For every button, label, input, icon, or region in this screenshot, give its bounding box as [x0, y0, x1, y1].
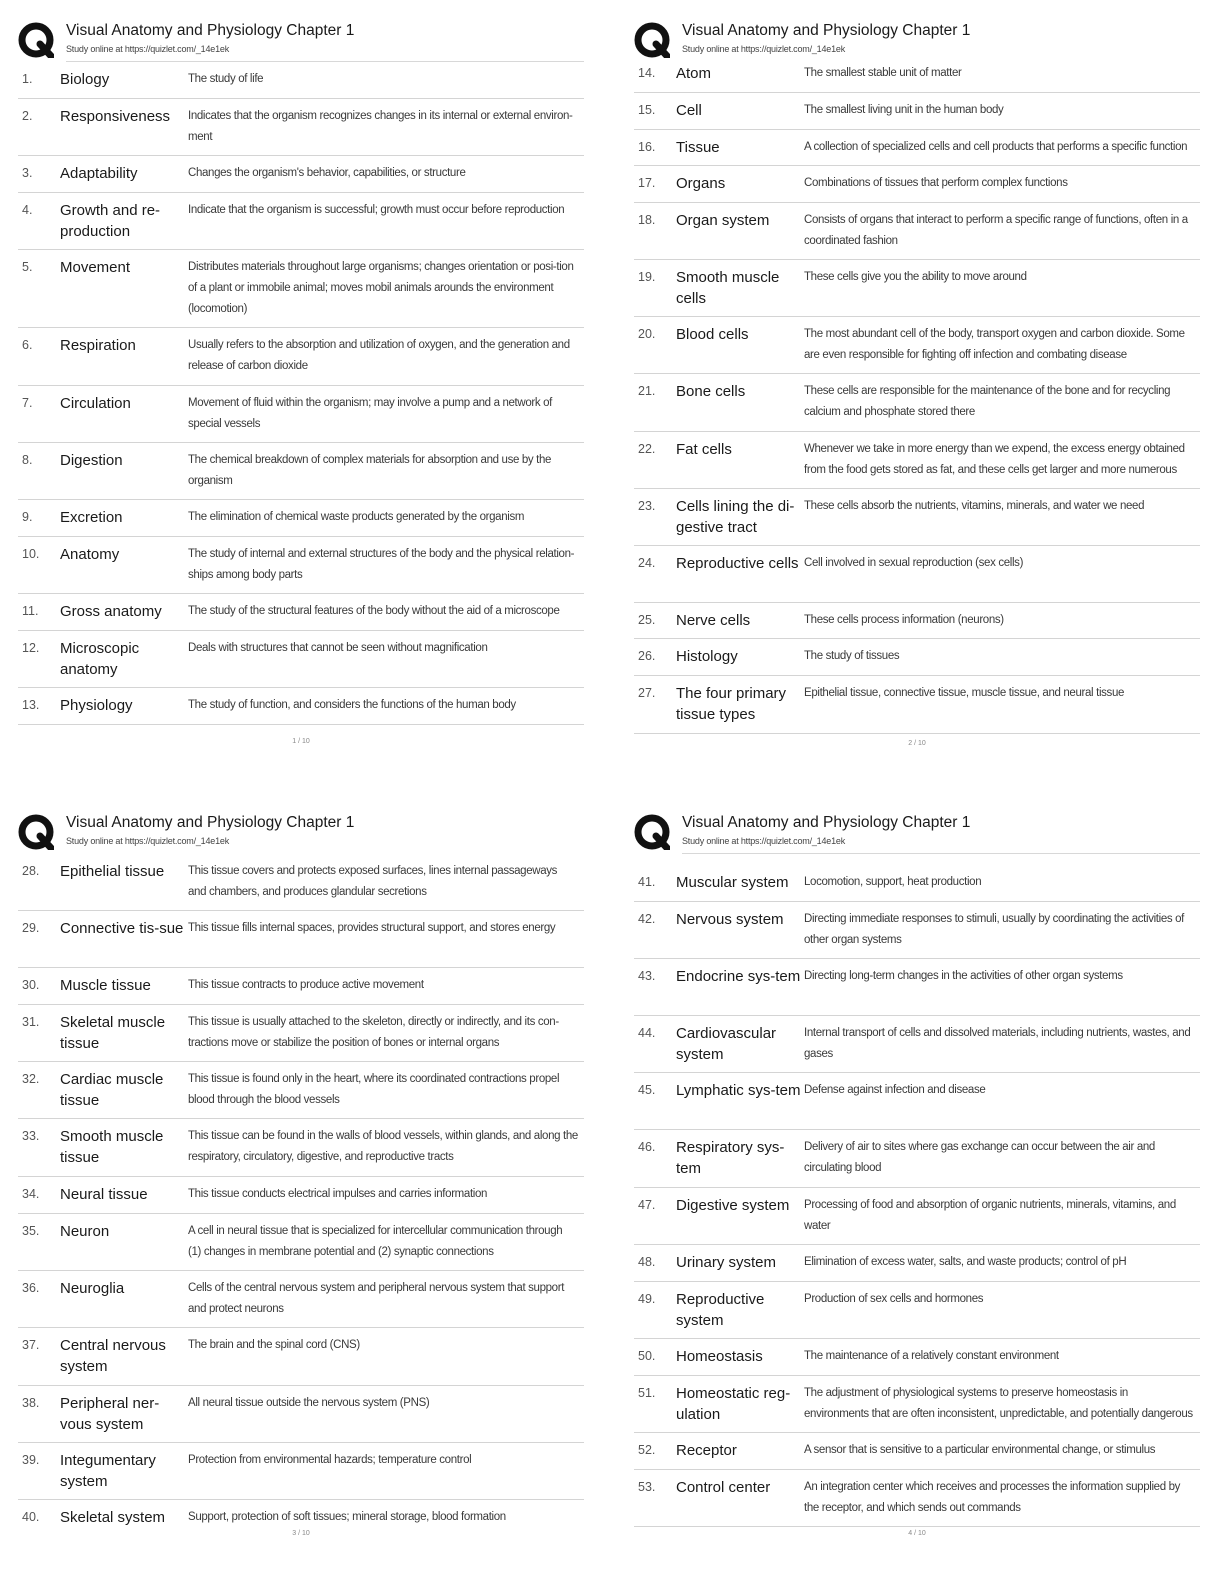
- term-text: Control center: [676, 1479, 771, 1496]
- item-number: 21.: [638, 384, 656, 398]
- definition-text: The study of function, and considers the functions of the human body: [188, 699, 516, 711]
- list-item: [634, 902, 1200, 959]
- term-text: Muscular system: [676, 874, 789, 891]
- definition-text: This tissue can be found in the walls of blood vessels, within glands, and along the respiratory, circulatory, digestive, and reproductive tracts: [188, 1130, 578, 1163]
- page-number: 3 / 10: [292, 1530, 310, 1537]
- list-item: [634, 166, 1200, 203]
- term-text: Cell: [676, 102, 702, 119]
- term-text: Growth and re-production: [60, 202, 161, 240]
- list-item: [18, 1119, 584, 1177]
- item-number: 37.: [22, 1338, 40, 1352]
- list-item: [634, 374, 1200, 432]
- item-number: 16.: [638, 140, 656, 154]
- item-number: 15.: [638, 103, 656, 117]
- term-text: Homeostatic reg-ulation: [676, 1385, 791, 1423]
- item-number: 44.: [638, 1026, 656, 1040]
- item-number: 1.: [22, 72, 33, 86]
- definition-text: This tissue fills internal spaces, provides structural support, and stores energy: [188, 922, 556, 934]
- list-item: [634, 959, 1200, 1016]
- term-text: Cardiovascular system: [676, 1025, 777, 1063]
- study-link[interactable]: Study online at https://quizlet.com/_14e1ek: [66, 44, 230, 54]
- page-4: [634, 812, 1200, 1537]
- definition-text: Distributes materials throughout large organisms; changes orientation or posi-tion of a plant or immobile animal; moves mobil animals arounds the environment (locomotion): [188, 261, 574, 315]
- study-link[interactable]: Study online at https://quizlet.com/_14e1ek: [682, 836, 846, 846]
- definition-text: Production of sex cells and hormones: [804, 1293, 984, 1305]
- item-number: 26.: [638, 649, 656, 663]
- term-text: Urinary system: [676, 1254, 777, 1271]
- list-item: [634, 1073, 1200, 1130]
- item-number: 32.: [22, 1072, 40, 1086]
- definition-text: This tissue contracts to produce active movement: [188, 979, 424, 991]
- definition-text: The study of tissues: [804, 650, 900, 662]
- list-item: [18, 1271, 584, 1328]
- list-item: [634, 1245, 1200, 1282]
- term-text: Microscopic anatomy: [60, 640, 140, 678]
- item-number: 46.: [638, 1140, 656, 1154]
- term-list: [634, 865, 1200, 1527]
- page-number: 4 / 10: [908, 1530, 926, 1537]
- list-item: [634, 93, 1200, 130]
- term-text: Digestive system: [676, 1197, 790, 1214]
- list-item: [634, 432, 1200, 489]
- definition-text: The study of the structural features of the body without the aid of a microscope: [188, 605, 560, 617]
- definition-text: Delivery of air to sites where gas exchange can occur between the air and circulating blood: [804, 1141, 1155, 1174]
- item-number: 28.: [22, 864, 40, 878]
- definition-text: The elimination of chemical waste products generated by the organism: [188, 511, 525, 523]
- term-text: Epithelial tissue: [60, 863, 165, 880]
- page-title: Visual Anatomy and Physiology Chapter 1: [682, 22, 971, 39]
- term-text: Peripheral ner-vous system: [60, 1395, 160, 1433]
- definition-text: Internal transport of cells and dissolved materials, including nutrients, wastes, and gases: [804, 1027, 1191, 1060]
- list-item: [18, 156, 584, 193]
- term-text: Neural tissue: [60, 1186, 148, 1203]
- item-number: 5.: [22, 260, 33, 274]
- list-item: [18, 250, 584, 328]
- term-text: Atom: [676, 65, 712, 82]
- item-number: 52.: [638, 1443, 656, 1457]
- term-text: Histology: [676, 648, 738, 665]
- term-text: Skeletal system: [60, 1509, 166, 1526]
- page-2: [634, 20, 1200, 747]
- list-item: [18, 99, 584, 156]
- item-number: 6.: [22, 338, 33, 352]
- list-item: [18, 594, 584, 631]
- definition-text: Consists of organs that interact to perform a specific range of functions, often in a coordinated fashion: [804, 214, 1188, 247]
- term-list: [18, 62, 584, 725]
- item-number: 22.: [638, 442, 656, 456]
- definition-text: The chemical breakdown of complex materials for absorption and use by the organism: [188, 454, 552, 487]
- list-item: [18, 1062, 584, 1119]
- item-number: 27.: [638, 686, 656, 700]
- definition-text: These cells process information (neurons): [804, 614, 1004, 626]
- definition-text: This tissue covers and protects exposed surfaces, lines internal passageways and chambers, and produces glandular secretions: [188, 865, 558, 898]
- list-item: [634, 1130, 1200, 1188]
- list-item: [634, 1376, 1200, 1433]
- definition-text: The study of internal and external structures of the body and the physical relation-ships among body parts: [188, 548, 575, 581]
- item-number: 8.: [22, 453, 33, 467]
- list-item: [634, 546, 1200, 603]
- definition-text: This tissue conducts electrical impulses and carries information: [188, 1188, 488, 1200]
- definition-text: Cell involved in sexual reproduction (sex cells): [804, 557, 1024, 569]
- quizlet-logo-icon: [18, 22, 54, 58]
- term-text: Skeletal muscle tissue: [60, 1014, 166, 1052]
- page-title: Visual Anatomy and Physiology Chapter 1: [66, 22, 355, 39]
- term-text: Blood cells: [676, 326, 749, 343]
- definition-text: Cells of the central nervous system and peripheral nervous system that support and protect neurons: [188, 1282, 565, 1315]
- term-text: Tissue: [676, 139, 720, 156]
- list-item: [634, 260, 1200, 317]
- definition-text: Elimination of excess water, salts, and waste products; control of pH: [804, 1256, 1127, 1268]
- term-text: Smooth muscle tissue: [60, 1128, 164, 1166]
- list-item: [18, 688, 584, 725]
- item-number: 23.: [638, 499, 656, 513]
- definition-text: A cell in neural tissue that is specialized for intercellular communication through (1) changes in membrane potential and (2) synaptic connections: [188, 1225, 563, 1258]
- item-number: 33.: [22, 1129, 40, 1143]
- definition-text: Directing long-term changes in the activities of other organ systems: [804, 970, 1123, 982]
- item-number: 19.: [638, 270, 656, 284]
- list-item: [18, 854, 584, 911]
- page-3: [18, 812, 584, 1537]
- item-number: 34.: [22, 1187, 40, 1201]
- term-list: [634, 56, 1200, 734]
- term-text: Circulation: [60, 395, 131, 412]
- page-1: [18, 20, 584, 745]
- item-number: 4.: [22, 203, 33, 217]
- definition-text: The brain and the spinal cord (CNS): [188, 1339, 360, 1351]
- item-number: 50.: [638, 1349, 656, 1363]
- item-number: 14.: [638, 66, 656, 80]
- definition-text: Usually refers to the absorption and utilization of oxygen, and the generation and release of carbon dioxide: [188, 339, 570, 372]
- item-number: 18.: [638, 213, 656, 227]
- term-text: Digestion: [60, 452, 123, 469]
- definition-text: These cells are responsible for the maintenance of the bone and for recycling calcium and phosphate stored there: [804, 385, 1171, 418]
- list-item: [18, 911, 584, 968]
- term-text: Neuron: [60, 1223, 110, 1240]
- list-item: [18, 968, 584, 1005]
- term-text: Fat cells: [676, 441, 732, 458]
- list-item: [634, 1433, 1200, 1470]
- list-item: [634, 1282, 1200, 1339]
- definition-text: Changes the organism's behavior, capabilities, or structure: [188, 167, 466, 179]
- definition-text: The most abundant cell of the body, transport oxygen and carbon dioxide. Some are even responsible for fighting off infection and combating disease: [804, 328, 1185, 361]
- list-item: [18, 631, 584, 688]
- definition-text: Processing of food and absorption of organic nutrients, minerals, vitamins, and water: [804, 1199, 1176, 1232]
- term-text: Endocrine sys-tem: [676, 968, 801, 985]
- list-item: [634, 603, 1200, 639]
- term-text: Nervous system: [676, 911, 784, 928]
- study-link[interactable]: Study online at https://quizlet.com/_14e1ek: [682, 44, 846, 54]
- term-text: Physiology: [60, 697, 133, 714]
- definition-text: The study of life: [188, 73, 264, 85]
- definition-text: These cells absorb the nutrients, vitamins, minerals, and water we need: [804, 500, 1145, 512]
- item-number: 24.: [638, 556, 656, 570]
- definition-text: Directing immediate responses to stimuli, usually by coordinating the activities of other organ systems: [804, 913, 1185, 946]
- definition-text: The adjustment of physiological systems to preserve homeostasis in environments that are often inconsistent, unpredictable, and potentially dangerous: [804, 1387, 1193, 1420]
- item-number: 29.: [22, 921, 40, 935]
- list-item: [18, 1005, 584, 1062]
- item-number: 49.: [638, 1292, 656, 1306]
- definition-text: Deals with structures that cannot be seen without magnification: [188, 642, 488, 654]
- term-text: Organs: [676, 175, 726, 192]
- term-text: Connective tis-sue: [60, 920, 184, 937]
- term-text: Adaptability: [60, 165, 138, 182]
- list-item: [634, 56, 1200, 93]
- item-number: 2.: [22, 109, 33, 123]
- definition-text: The smallest stable unit of matter: [804, 67, 962, 79]
- term-text: Gross anatomy: [60, 603, 162, 620]
- item-number: 38.: [22, 1396, 40, 1410]
- term-text: Muscle tissue: [60, 977, 151, 994]
- list-item: [634, 489, 1200, 546]
- list-item: [18, 1214, 584, 1271]
- definition-text: A sensor that is sensitive to a particular environmental change, or stimulus: [804, 1444, 1156, 1456]
- term-text: Reproductive cells: [676, 555, 799, 572]
- page-header: [18, 812, 584, 852]
- item-number: 40.: [22, 1510, 40, 1524]
- term-text: Receptor: [676, 1442, 737, 1459]
- list-item: [634, 639, 1200, 676]
- list-item: [634, 676, 1200, 734]
- term-text: Respiratory sys-tem: [676, 1139, 785, 1177]
- item-number: 51.: [638, 1386, 656, 1400]
- list-item: [18, 443, 584, 500]
- item-number: 39.: [22, 1453, 40, 1467]
- item-number: 36.: [22, 1281, 40, 1295]
- list-item: [18, 193, 584, 250]
- page-title: Visual Anatomy and Physiology Chapter 1: [66, 814, 355, 831]
- item-number: 41.: [638, 875, 656, 889]
- list-item: [634, 1188, 1200, 1245]
- list-item: [634, 203, 1200, 260]
- item-number: 20.: [638, 327, 656, 341]
- item-number: 12.: [22, 641, 40, 655]
- list-item: [634, 1470, 1200, 1527]
- term-text: Bone cells: [676, 383, 746, 400]
- item-number: 35.: [22, 1224, 40, 1238]
- item-number: 17.: [638, 176, 656, 190]
- definition-text: Movement of fluid within the organism; may involve a pump and a network of special vessels: [188, 397, 553, 430]
- page-number: 2 / 10: [908, 740, 926, 747]
- study-link[interactable]: Study online at https://quizlet.com/_14e1ek: [66, 836, 230, 846]
- definition-text: Support, protection of soft tissues; mineral storage, blood formation: [188, 1511, 506, 1523]
- definition-text: Combinations of tissues that perform complex functions: [804, 177, 1068, 189]
- page-title: Visual Anatomy and Physiology Chapter 1: [682, 814, 971, 831]
- item-number: 42.: [638, 912, 656, 926]
- quizlet-logo-icon: [18, 814, 54, 850]
- page-header: [634, 812, 1200, 852]
- item-number: 11.: [22, 604, 39, 618]
- item-number: 53.: [638, 1480, 656, 1494]
- term-text: Responsiveness: [60, 108, 171, 125]
- list-item: [18, 1177, 584, 1214]
- list-item: [18, 1328, 584, 1386]
- definition-text: An integration center which receives and processes the information supplied by the receptor, and which sends out commands: [804, 1481, 1181, 1514]
- term-text: Respiration: [60, 337, 136, 354]
- item-number: 9.: [22, 510, 33, 524]
- term-text: Nerve cells: [676, 612, 751, 629]
- list-item: [18, 537, 584, 594]
- list-item: [634, 130, 1200, 166]
- definition-text: All neural tissue outside the nervous system (PNS): [188, 1397, 430, 1409]
- item-number: 30.: [22, 978, 40, 992]
- term-text: Smooth muscle cells: [676, 269, 780, 307]
- definition-text: Protection from environmental hazards; temperature control: [188, 1454, 472, 1466]
- definition-text: Whenever we take in more energy than we expend, the excess energy obtained from the food gets stored as fat, and these cells get larger and more numerous: [804, 443, 1185, 476]
- definition-text: Epithelial tissue, connective tissue, muscle tissue, and neural tissue: [804, 687, 1125, 699]
- term-text: Lymphatic sys-tem: [676, 1082, 801, 1099]
- item-number: 3.: [22, 166, 33, 180]
- item-number: 31.: [22, 1015, 40, 1029]
- term-text: Homeostasis: [676, 1348, 763, 1365]
- list-item: [18, 500, 584, 537]
- term-text: Neuroglia: [60, 1280, 125, 1297]
- item-number: 45.: [638, 1083, 656, 1097]
- definition-text: This tissue is found only in the heart, where its coordinated contractions propel blood through the blood vessels: [188, 1073, 560, 1106]
- term-list: [18, 854, 584, 1536]
- item-number: 47.: [638, 1198, 656, 1212]
- list-item: [18, 1386, 584, 1443]
- item-number: 13.: [22, 698, 40, 712]
- term-text: Anatomy: [60, 546, 120, 563]
- page-header: [18, 20, 584, 60]
- quizlet-logo-icon: [634, 22, 670, 58]
- list-item: [18, 328, 584, 386]
- page-number: 1 / 10: [292, 738, 310, 745]
- term-text: Cells lining the di-gestive tract: [676, 498, 795, 536]
- list-item: [18, 62, 584, 99]
- list-item: [634, 1339, 1200, 1376]
- definition-text: This tissue is usually attached to the skeleton, directly or indirectly, and its con-tractions move or stabilize the position of bones or internal organs: [188, 1016, 559, 1049]
- list-item: [18, 1443, 584, 1500]
- definition-text: Indicates that the organism recognizes changes in its internal or external environ-ment: [188, 110, 573, 143]
- definition-text: A collection of specialized cells and cell products that performs a specific function: [804, 141, 1188, 153]
- definition-text: Locomotion, support, heat production: [804, 876, 982, 888]
- term-text: Excretion: [60, 509, 123, 526]
- term-text: Cardiac muscle tissue: [60, 1071, 164, 1109]
- term-text: Reproductive system: [676, 1291, 765, 1329]
- definition-text: The maintenance of a relatively constant environment: [804, 1350, 1059, 1362]
- term-text: Integumentary system: [60, 1452, 156, 1490]
- list-item: [634, 865, 1200, 902]
- header-divider: [682, 853, 1200, 854]
- term-text: Organ system: [676, 212, 770, 229]
- definition-text: Indicate that the organism is successful; growth must occur before reproduction: [188, 204, 565, 216]
- term-text: Movement: [60, 259, 131, 276]
- definition-text: These cells give you the ability to move around: [804, 271, 1027, 283]
- quizlet-logo-icon: [634, 814, 670, 850]
- item-number: 48.: [638, 1255, 656, 1269]
- term-text: The four primary tissue types: [676, 685, 787, 723]
- page-header: [634, 20, 1200, 60]
- item-number: 10.: [22, 547, 40, 561]
- definition-text: The smallest living unit in the human body: [804, 104, 1004, 116]
- item-number: 43.: [638, 969, 656, 983]
- definition-text: Defense against infection and disease: [804, 1084, 986, 1096]
- item-number: 7.: [22, 396, 33, 410]
- list-item: [634, 1016, 1200, 1073]
- list-item: [634, 317, 1200, 374]
- term-text: Biology: [60, 71, 110, 88]
- term-text: Central nervous system: [60, 1337, 166, 1375]
- item-number: 25.: [638, 613, 656, 627]
- list-item: [18, 386, 584, 443]
